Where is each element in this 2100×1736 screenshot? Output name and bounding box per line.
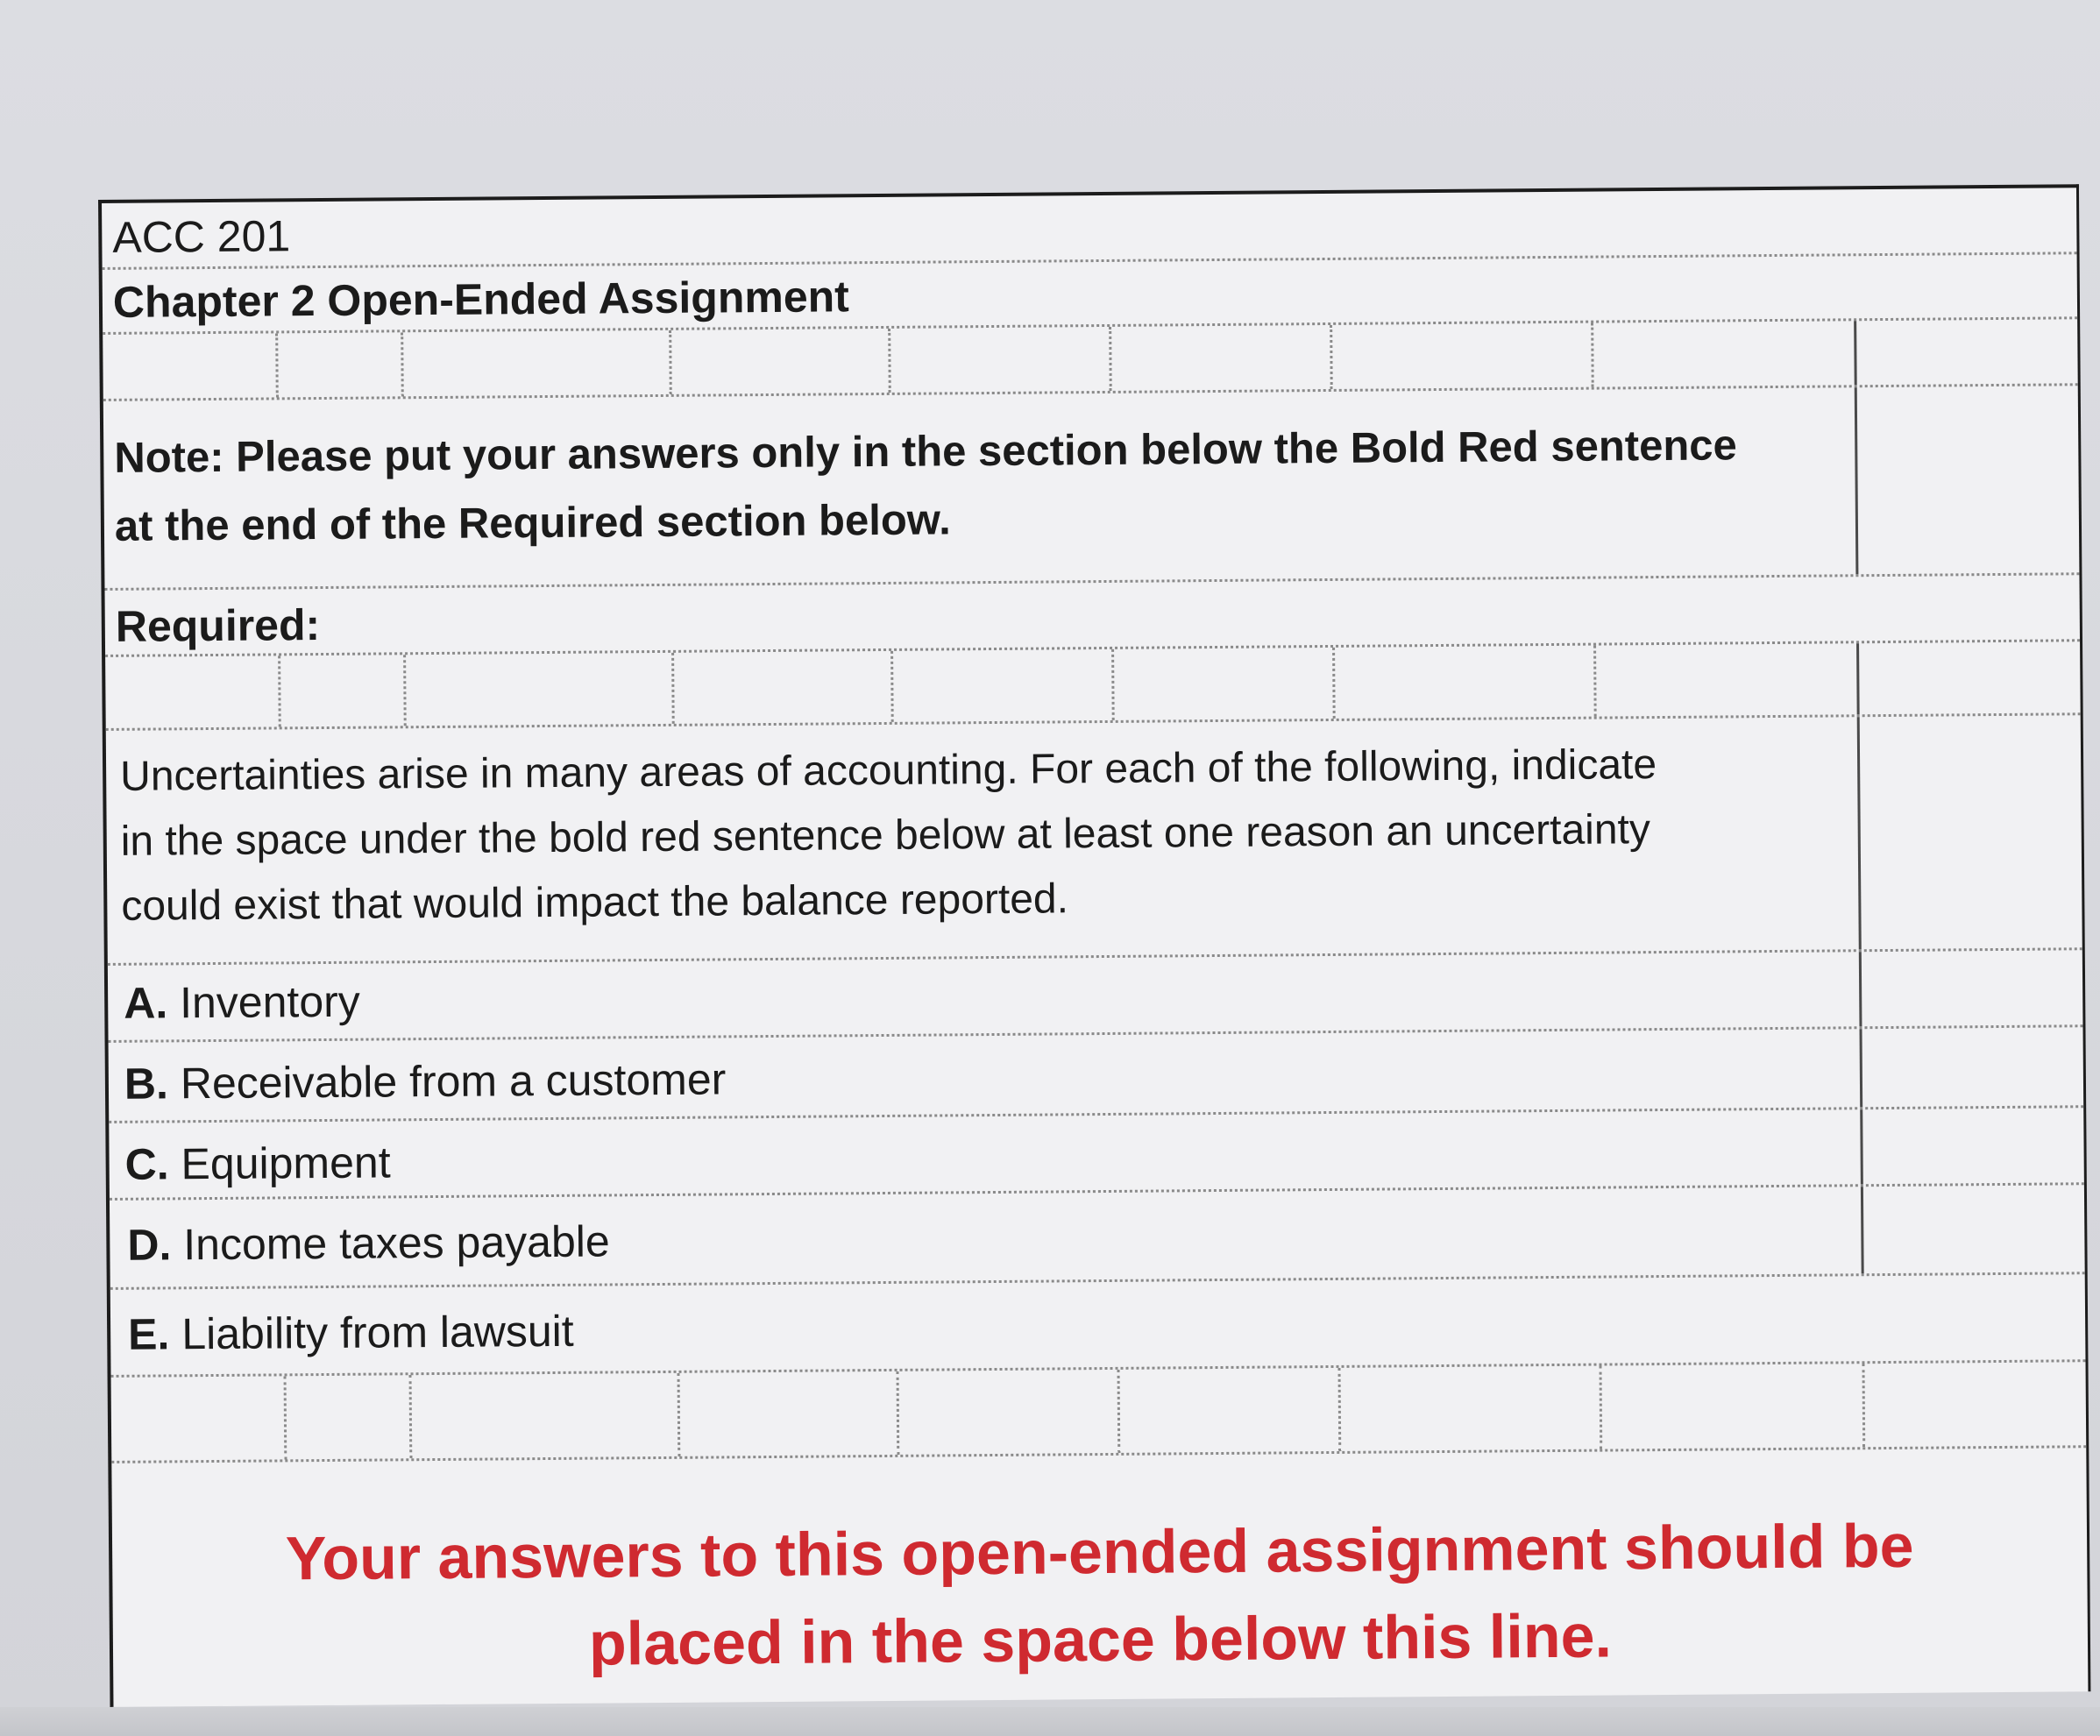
instructions-text (120, 733, 1658, 939)
grid-line (409, 1375, 413, 1458)
grid-line (890, 651, 894, 722)
note-line-1-text: Please put your answers only in the section below the Bold Red sentence (235, 422, 1738, 481)
row-note[interactable] (103, 386, 2080, 591)
grid-line (1859, 1029, 1862, 1107)
row-item-e[interactable] (110, 1274, 2086, 1378)
screen-bottom-edge (0, 1707, 2100, 1736)
item-c-text: Equipment (181, 1137, 391, 1189)
grid-line (671, 653, 675, 724)
grid-line (275, 333, 279, 397)
item-c-letter: C. (124, 1139, 169, 1189)
instructions-line-2: in the space under the bold red sentence below at least one reason an uncertainty (120, 806, 1651, 865)
item-b-text: Receivable from a customer (180, 1054, 727, 1109)
grid-line (1591, 323, 1594, 387)
grid-line (1111, 649, 1115, 720)
answer-prompt-line-1: Your answers to this open-ended assignment should be (285, 1511, 1914, 1593)
item-b-letter: B. (124, 1059, 169, 1109)
item-d-letter: D. (127, 1220, 172, 1270)
grid-line (1338, 1368, 1342, 1451)
grid-line (1855, 387, 1859, 574)
item-e-text: Liability from lawsuit (181, 1306, 574, 1359)
grid-line (1854, 321, 1857, 385)
row-instructions[interactable] (106, 715, 2082, 966)
grid-line (1593, 646, 1597, 717)
grid-line (1862, 1364, 1865, 1447)
note-label: Note: (114, 433, 224, 482)
course-title: ACC 201 (112, 211, 291, 262)
grid-line (403, 655, 407, 726)
item-a-text: Inventory (179, 976, 360, 1028)
item-e-letter: E. (127, 1309, 170, 1359)
grid-line (1332, 648, 1336, 719)
grid-line (888, 329, 891, 393)
item-d-text: Income taxes payable (183, 1216, 610, 1270)
row-blank-3[interactable] (111, 1362, 2087, 1463)
grid-line (1600, 1366, 1603, 1449)
instructions-line-3: could exist that would impact the balance reported. (121, 875, 1069, 930)
grid-line (1109, 327, 1112, 391)
grid-line (1117, 1370, 1121, 1453)
grid-line (1856, 643, 1860, 714)
item-c (124, 1137, 390, 1189)
item-b (124, 1053, 727, 1109)
grid-line (897, 1371, 900, 1455)
grid-line (678, 1373, 681, 1456)
answer-prompt-cell[interactable] (111, 1448, 2088, 1711)
grid-line (1860, 1109, 1863, 1184)
item-e (128, 1306, 574, 1360)
spreadsheet-sheet (98, 184, 2090, 1707)
row-item-b[interactable] (109, 1027, 2084, 1123)
answer-prompt-line-2: placed in the space below this line. (588, 1601, 1613, 1678)
answer-prompt (112, 1500, 2089, 1691)
item-a-letter: A. (123, 978, 168, 1028)
note-text (114, 411, 1738, 561)
item-a (124, 976, 360, 1029)
grid-line (401, 332, 404, 396)
grid-line (1857, 717, 1862, 949)
grid-line (284, 1376, 287, 1459)
assignment-title: Chapter 2 Open-Ended Assignment (112, 272, 850, 327)
grid-line (1861, 1187, 1864, 1273)
grid-line (278, 655, 281, 726)
grid-line (669, 330, 672, 394)
grid-line (1330, 325, 1333, 389)
instructions-line-1: Uncertainties arise in many areas of accounting. For each of the following, indicate (119, 741, 1657, 800)
required-label: Required: (115, 600, 321, 651)
note-line-2: at the end of the Required section below. (114, 496, 951, 550)
note-line-1 (114, 411, 1737, 492)
grid-line (1859, 952, 1862, 1026)
row-item-d[interactable] (110, 1185, 2085, 1290)
item-d (127, 1215, 610, 1270)
